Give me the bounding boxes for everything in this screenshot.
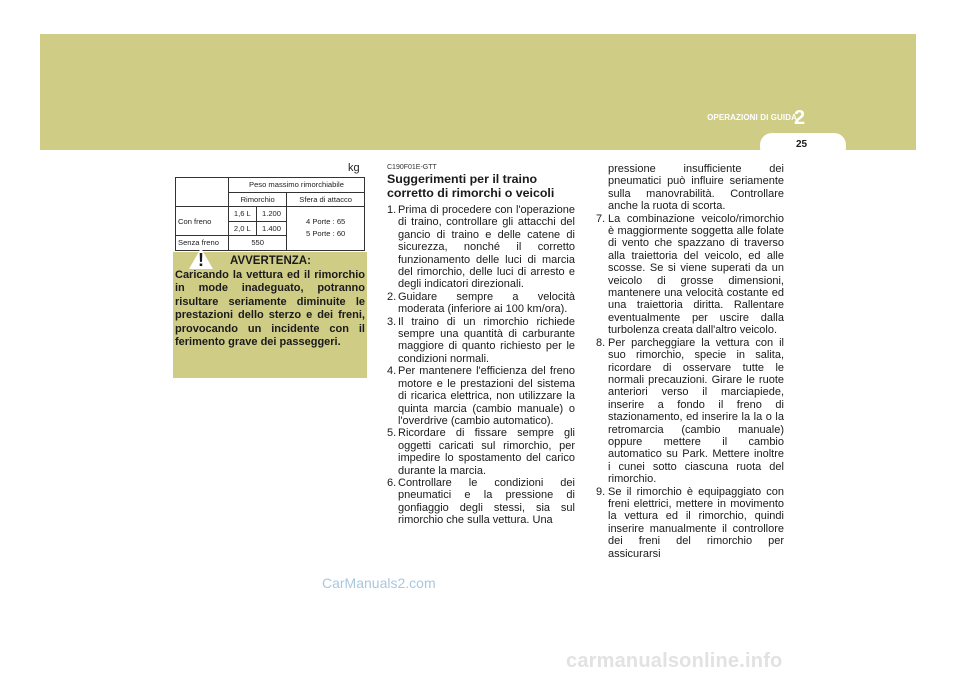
list-item: 8. Per parcheggiare la vettura con il suo rimorchio, specie in salita, ricordare di osservare tutte le normali precauzioni. Girare le ruote anteriori verso il marciapiede, inserire a fondo il freno di stazionamento, ed inserire la la o la retromarcia (cambio manuale) oppure mettere il cambio automatico su Park. Mettere inoltre i cunei sotto ciascuna ruota del rimorchio. (596, 336, 784, 486)
table-cell-value: 550 (229, 236, 287, 251)
list-item: 6. Controllare le condizioni dei pneumatici e la pressione di gonfiaggio degli stessi, sia sul rimorchio che sulla vettura. Una (387, 476, 575, 527)
list-item: 2. Guidare sempre a velocità moderata (inferiore ai 100 km/ora). (387, 290, 575, 316)
table-row-label-con-freno: Con freno (176, 207, 229, 236)
table-header-sfera: Sfera di attacco (287, 192, 365, 207)
table-header-main: Peso massimo rimorchiabile (229, 178, 365, 193)
list-item: 4. Per mantenere l'efficienza del freno motore e le prestazioni del sistema di ricarica elettrica, non utilizzare la quinta marcia (cambio manuale) o l'overdrive (cambio automatico). (387, 365, 575, 427)
towing-weight-table (175, 177, 365, 251)
warning-title: AVVERTENZA: (230, 255, 311, 267)
article-title: Suggerimenti per il traino corretto di rimorchi o veicoli (387, 172, 555, 200)
page-number: 25 (796, 139, 808, 150)
section-label: OPERAZIONI DI GUIDA (707, 113, 797, 122)
list-item: 5. Ricordare di fissare sempre gli oggetti caricati sul rimorchio, per impedire lo spostamento del carico durante la marcia. (387, 427, 575, 477)
table-cell-engine: 2,0 L (229, 221, 257, 236)
table-unit: kg (348, 162, 360, 174)
list-item: 1. Prima di procedere con l'operazione di traino, controllare gli attacchi del gancio di traino e delle catene di sicurezza, nonché il corretto funzionamento delle luci di marcia del rimorchio, delle luci di arresto e degli indicatori direzionali. (387, 204, 575, 291)
list-item: 3. Il traino di un rimorchio richiede sempre una quantità di carburante maggiore di quanto richiesto per le condizioni normali. (387, 315, 575, 365)
watermark-link[interactable]: CarManuals2.com (322, 575, 436, 591)
tips-list-continued (596, 163, 784, 560)
tips-list (387, 204, 575, 527)
table-cell-value: 1.400 (256, 221, 287, 236)
watermark-text: carmanualsonline.info (566, 650, 783, 672)
warning-exclamation-icon: ! (198, 250, 204, 270)
list-item: 9. Se il rimorchio è equipaggiato con freni elettrici, mettere in movimento la vettura ed il rimorchio, quindi inserire manualmente il controllore dei freni del rimorchio per assicurarsi (596, 485, 784, 560)
sfera-line-2: 5 Porte : 60 (306, 229, 346, 239)
list-item-continuation: pressione insufficiente dei pneumatici può influire seriamente sulla manovrabilità. Controllare anche la ruota di scorta. (608, 163, 784, 213)
warning-text: Caricando la vettura ed il rimorchio in mode inadeguato, potranno risultare seriamente diminuite le prestazioni dello sterzo e dei freni, provocando un incidente con il ferimento grave dei passeggeri. (175, 269, 365, 349)
table-row-label-senza-freno: Senza freno (176, 236, 229, 251)
table-cell-engine: 1,6 L (229, 207, 257, 222)
section-code: C190F01E-GTT (387, 164, 437, 171)
table-row (176, 207, 365, 222)
section-number: 2 (794, 107, 806, 129)
table-cell-sfera (287, 207, 365, 251)
table-cell-value: 1.200 (256, 207, 287, 222)
table-header-rimorchio: Rimorchio (229, 192, 287, 207)
sfera-line-1: 4 Porte : 65 (306, 217, 346, 227)
list-item: 7. La combinazione veicolo/rimorchio è maggiormente soggetta alle folate di vento che spazzano di traverso alla traiettoria del veicolo, ed alle scosse. Se si viene superati da un veicolo di grosse dimensioni, mantenere una velocità costante ed una traiettoria diritta. Rallentare eventualmente per uscire dalla turbolenza creata dall'altro veicolo. (596, 212, 784, 337)
table-row (176, 178, 365, 193)
